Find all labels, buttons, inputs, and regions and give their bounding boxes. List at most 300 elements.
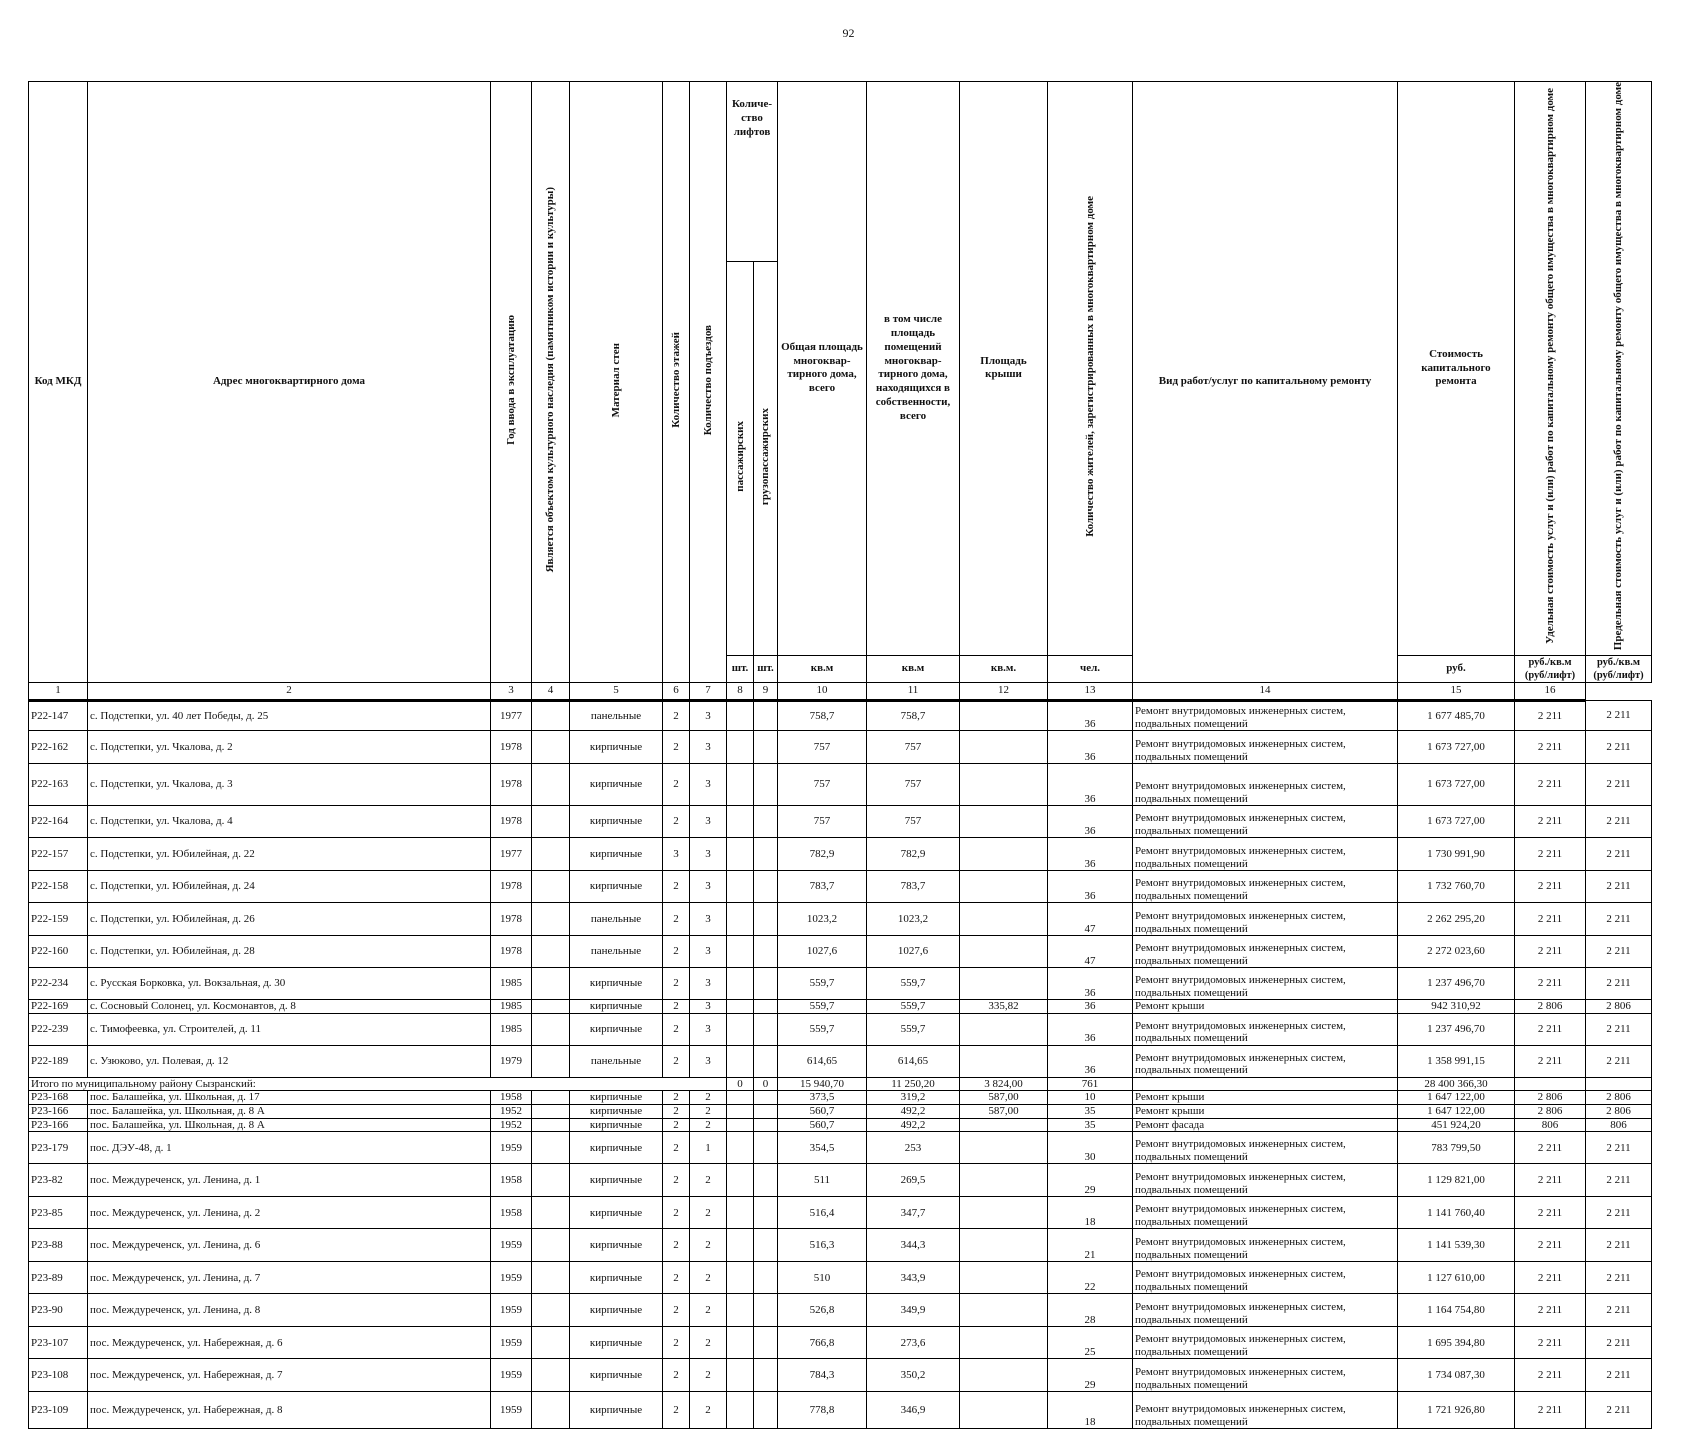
mkd-lifts-passenger bbox=[727, 1392, 754, 1429]
mkd-lifts-cargo bbox=[754, 903, 778, 936]
total-residents: 761 bbox=[1048, 1077, 1133, 1091]
unit-residents: чел. bbox=[1048, 655, 1133, 682]
mkd-residents: 36 bbox=[1048, 764, 1133, 806]
mkd-floors: 2 bbox=[663, 731, 690, 764]
column-number: 1 bbox=[29, 683, 88, 701]
column-number: 10 bbox=[778, 683, 867, 701]
mkd-floors: 2 bbox=[663, 701, 690, 731]
mkd-heritage bbox=[532, 701, 570, 731]
mkd-material: кирпичные bbox=[570, 1262, 663, 1294]
mkd-entrances: 3 bbox=[690, 1045, 727, 1077]
mkd-limit-cost: 2 211 bbox=[1586, 1229, 1652, 1262]
mkd-heritage bbox=[532, 1013, 570, 1045]
mkd-entrances: 3 bbox=[690, 936, 727, 968]
mkd-roof-area bbox=[960, 1392, 1048, 1429]
mkd-limit-cost: 2 211 bbox=[1586, 1164, 1652, 1197]
mkd-material: кирпичные bbox=[570, 1105, 663, 1119]
mkd-year: 1985 bbox=[491, 1000, 532, 1014]
mkd-total-area: 758,7 bbox=[778, 701, 867, 731]
mkd-total-area: 516,4 bbox=[778, 1197, 867, 1229]
mkd-residents: 29 bbox=[1048, 1359, 1133, 1392]
mkd-work-type: Ремонт внутридомовых инженерных систем, подвальных помещений bbox=[1133, 1013, 1398, 1045]
mkd-cost: 1 141 760,40 bbox=[1398, 1197, 1515, 1229]
mkd-lifts-cargo bbox=[754, 764, 778, 806]
mkd-unit-cost: 2 211 bbox=[1515, 1229, 1586, 1262]
mkd-code: Р23-166 bbox=[29, 1105, 88, 1119]
mkd-total-area: 757 bbox=[778, 764, 867, 806]
mkd-code: Р22-239 bbox=[29, 1013, 88, 1045]
mkd-limit-cost: 2 211 bbox=[1586, 806, 1652, 838]
mkd-unit-cost: 2 211 bbox=[1515, 1262, 1586, 1294]
mkd-cost: 1 730 991,90 bbox=[1398, 838, 1515, 871]
mkd-roof-area bbox=[960, 1229, 1048, 1262]
mkd-code: Р23-82 bbox=[29, 1164, 88, 1197]
mkd-owned-area: 346,9 bbox=[867, 1392, 960, 1429]
mkd-cost: 1 673 727,00 bbox=[1398, 731, 1515, 764]
mkd-total-area: 516,3 bbox=[778, 1229, 867, 1262]
mkd-roof-area: 335,82 bbox=[960, 1000, 1048, 1014]
mkd-total-area: 373,5 bbox=[778, 1091, 867, 1105]
mkd-year: 1978 bbox=[491, 764, 532, 806]
mkd-total-area: 559,7 bbox=[778, 968, 867, 1000]
mkd-address: с. Тимофеевка, ул. Строителей, д. 11 bbox=[88, 1013, 491, 1045]
mkd-lifts-passenger bbox=[727, 1164, 754, 1197]
header-work-type: Вид работ/услуг по капитальному ремонту bbox=[1133, 82, 1398, 683]
header-floors: Количество этажей bbox=[663, 82, 690, 683]
total-cost: 28 400 366,30 bbox=[1398, 1077, 1515, 1091]
mkd-owned-area: 253 bbox=[867, 1132, 960, 1164]
mkd-limit-cost: 2 211 bbox=[1586, 1327, 1652, 1359]
mkd-lifts-passenger bbox=[727, 1132, 754, 1164]
mkd-entrances: 2 bbox=[690, 1118, 727, 1132]
mkd-cost: 2 272 023,60 bbox=[1398, 936, 1515, 968]
mkd-material: кирпичные bbox=[570, 1164, 663, 1197]
mkd-address: с. Подстепки, ул. Юбилейная, д. 24 bbox=[88, 871, 491, 903]
mkd-roof-area bbox=[960, 1132, 1048, 1164]
mkd-floors: 2 bbox=[663, 1327, 690, 1359]
header-year: Год ввода в эксплуатацию bbox=[491, 82, 532, 683]
mkd-limit-cost: 2 211 bbox=[1586, 701, 1652, 731]
mkd-heritage bbox=[532, 1132, 570, 1164]
table-row bbox=[29, 968, 1652, 1000]
mkd-limit-cost: 2 211 bbox=[1586, 936, 1652, 968]
mkd-owned-area: 350,2 bbox=[867, 1359, 960, 1392]
mkd-total-area: 757 bbox=[778, 806, 867, 838]
mkd-entrances: 2 bbox=[690, 1229, 727, 1262]
mkd-year: 1978 bbox=[491, 936, 532, 968]
mkd-code: Р22-169 bbox=[29, 1000, 88, 1014]
mkd-address: с. Подстепки, ул. Юбилейная, д. 22 bbox=[88, 838, 491, 871]
mkd-code: Р23-107 bbox=[29, 1327, 88, 1359]
mkd-work-type: Ремонт внутридомовых инженерных систем, подвальных помещений bbox=[1133, 838, 1398, 871]
mkd-address: с. Подстепки, ул. Чкалова, д. 3 bbox=[88, 764, 491, 806]
mkd-year: 1958 bbox=[491, 1091, 532, 1105]
mkd-floors: 2 bbox=[663, 936, 690, 968]
mkd-code: Р23-179 bbox=[29, 1132, 88, 1164]
mkd-cost: 783 799,50 bbox=[1398, 1132, 1515, 1164]
mkd-cost: 1 673 727,00 bbox=[1398, 806, 1515, 838]
mkd-residents: 36 bbox=[1048, 1000, 1133, 1014]
table-row bbox=[29, 871, 1652, 903]
mkd-material: кирпичные bbox=[570, 1091, 663, 1105]
mkd-work-type: Ремонт внутридомовых инженерных систем, подвальных помещений bbox=[1133, 1294, 1398, 1327]
total-lifts-cargo: 0 bbox=[754, 1077, 778, 1091]
mkd-entrances: 3 bbox=[690, 1000, 727, 1014]
mkd-roof-area bbox=[960, 701, 1048, 731]
mkd-floors: 2 bbox=[663, 871, 690, 903]
mkd-total-area: 354,5 bbox=[778, 1132, 867, 1164]
table-row bbox=[29, 1229, 1652, 1262]
mkd-work-type: Ремонт внутридомовых инженерных систем, подвальных помещений bbox=[1133, 1327, 1398, 1359]
mkd-total-area: 526,8 bbox=[778, 1294, 867, 1327]
mkd-work-type: Ремонт внутридомовых инженерных систем, подвальных помещений bbox=[1133, 806, 1398, 838]
mkd-owned-area: 757 bbox=[867, 764, 960, 806]
mkd-cost: 942 310,92 bbox=[1398, 1000, 1515, 1014]
mkd-floors: 2 bbox=[663, 903, 690, 936]
unit-cargo: шт. bbox=[754, 655, 778, 682]
mkd-residents: 47 bbox=[1048, 903, 1133, 936]
mkd-work-type: Ремонт внутридомовых инженерных систем, подвальных помещений bbox=[1133, 1132, 1398, 1164]
mkd-residents: 36 bbox=[1048, 701, 1133, 731]
mkd-total-area: 778,8 bbox=[778, 1392, 867, 1429]
mkd-material: кирпичные bbox=[570, 1000, 663, 1014]
total-unit-cost bbox=[1515, 1077, 1586, 1091]
mkd-unit-cost: 2 211 bbox=[1515, 731, 1586, 764]
unit-unit-cost: руб./кв.м (руб/лифт) bbox=[1515, 655, 1586, 682]
mkd-lifts-cargo bbox=[754, 1118, 778, 1132]
mkd-floors: 2 bbox=[663, 1000, 690, 1014]
mkd-limit-cost: 806 bbox=[1586, 1118, 1652, 1132]
mkd-code: Р22-159 bbox=[29, 903, 88, 936]
mkd-material: панельные bbox=[570, 936, 663, 968]
table-row bbox=[29, 1000, 1652, 1014]
mkd-material: кирпичные bbox=[570, 731, 663, 764]
mkd-residents: 29 bbox=[1048, 1164, 1133, 1197]
header-heritage: Является объектом культурного наследия (памятником истории и культуры) bbox=[532, 82, 570, 683]
total-limit-cost bbox=[1586, 1077, 1652, 1091]
mkd-material: кирпичные bbox=[570, 871, 663, 903]
mkd-address: с. Подстепки, ул. Юбилейная, д. 26 bbox=[88, 903, 491, 936]
column-number: 8 bbox=[727, 683, 754, 701]
total-work-type bbox=[1133, 1077, 1398, 1091]
mkd-year: 1959 bbox=[491, 1132, 532, 1164]
mkd-total-area: 559,7 bbox=[778, 1000, 867, 1014]
unit-roof-area: кв.м. bbox=[960, 655, 1048, 682]
mkd-owned-area: 782,9 bbox=[867, 838, 960, 871]
total-roof-area: 3 824,00 bbox=[960, 1077, 1048, 1091]
mkd-lifts-cargo bbox=[754, 1294, 778, 1327]
mkd-heritage bbox=[532, 838, 570, 871]
mkd-lifts-cargo bbox=[754, 1392, 778, 1429]
mkd-entrances: 2 bbox=[690, 1105, 727, 1119]
mkd-work-type: Ремонт внутридомовых инженерных систем, подвальных помещений bbox=[1133, 701, 1398, 731]
mkd-owned-area: 1027,6 bbox=[867, 936, 960, 968]
mkd-unit-cost: 2 211 bbox=[1515, 871, 1586, 903]
mkd-floors: 2 bbox=[663, 968, 690, 1000]
mkd-heritage bbox=[532, 903, 570, 936]
header-total-area: Общая площадь многоквар-тирного дома, всего bbox=[778, 82, 867, 656]
mkd-limit-cost: 2 211 bbox=[1586, 1359, 1652, 1392]
mkd-unit-cost: 2 211 bbox=[1515, 1359, 1586, 1392]
column-number: 3 bbox=[491, 683, 532, 701]
mkd-heritage bbox=[532, 1164, 570, 1197]
mkd-owned-area: 757 bbox=[867, 731, 960, 764]
mkd-roof-area bbox=[960, 1262, 1048, 1294]
column-number: 16 bbox=[1515, 683, 1586, 701]
mkd-limit-cost: 2 211 bbox=[1586, 1132, 1652, 1164]
mkd-floors: 2 bbox=[663, 1294, 690, 1327]
mkd-floors: 2 bbox=[663, 1045, 690, 1077]
unit-pass: шт. bbox=[727, 655, 754, 682]
mkd-residents: 25 bbox=[1048, 1327, 1133, 1359]
mkd-floors: 2 bbox=[663, 1013, 690, 1045]
mkd-heritage bbox=[532, 1294, 570, 1327]
mkd-residents: 36 bbox=[1048, 731, 1133, 764]
mkd-entrances: 3 bbox=[690, 731, 727, 764]
mkd-total-area: 559,7 bbox=[778, 1013, 867, 1045]
mkd-total-area: 783,7 bbox=[778, 871, 867, 903]
mkd-address: пос. Междуреченск, ул. Ленина, д. 7 bbox=[88, 1262, 491, 1294]
mkd-lifts-passenger bbox=[727, 1118, 754, 1132]
column-number: 5 bbox=[570, 683, 663, 701]
table-row bbox=[29, 1294, 1652, 1327]
mkd-roof-area bbox=[960, 936, 1048, 968]
mkd-unit-cost: 806 bbox=[1515, 1118, 1586, 1132]
column-number: 12 bbox=[960, 683, 1048, 701]
mkd-residents: 18 bbox=[1048, 1197, 1133, 1229]
mkd-heritage bbox=[532, 968, 570, 1000]
mkd-heritage bbox=[532, 936, 570, 968]
mkd-roof-area bbox=[960, 1164, 1048, 1197]
mkd-total-area: 510 bbox=[778, 1262, 867, 1294]
mkd-heritage bbox=[532, 1327, 570, 1359]
unit-cost: руб. bbox=[1398, 655, 1515, 682]
mkd-material: панельные bbox=[570, 903, 663, 936]
header-limit-cost: Предельная стоимость услуг и (или) работ по капитальному ремонту общего имущества в многоквартирном доме bbox=[1586, 82, 1652, 656]
capital-repair-table bbox=[28, 81, 1652, 1429]
mkd-year: 1959 bbox=[491, 1229, 532, 1262]
mkd-limit-cost: 2 806 bbox=[1586, 1000, 1652, 1014]
mkd-limit-cost: 2 806 bbox=[1586, 1091, 1652, 1105]
header-owned-area: в том числе площадь помещений многоквар-тирного дома, находящихся в собственности, всего bbox=[867, 82, 960, 656]
table-row bbox=[29, 764, 1652, 806]
mkd-code: Р23-108 bbox=[29, 1359, 88, 1392]
mkd-roof-area bbox=[960, 1118, 1048, 1132]
mkd-limit-cost: 2 211 bbox=[1586, 903, 1652, 936]
mkd-lifts-passenger bbox=[727, 806, 754, 838]
mkd-material: кирпичные bbox=[570, 1132, 663, 1164]
mkd-entrances: 2 bbox=[690, 1359, 727, 1392]
mkd-floors: 2 bbox=[663, 806, 690, 838]
mkd-lifts-cargo bbox=[754, 1091, 778, 1105]
mkd-lifts-passenger bbox=[727, 1229, 754, 1262]
mkd-floors: 2 bbox=[663, 1164, 690, 1197]
mkd-residents: 35 bbox=[1048, 1118, 1133, 1132]
mkd-year: 1977 bbox=[491, 838, 532, 871]
mkd-residents: 28 bbox=[1048, 1294, 1133, 1327]
column-number: 14 bbox=[1133, 683, 1398, 701]
mkd-unit-cost: 2 211 bbox=[1515, 1164, 1586, 1197]
mkd-address: с. Подстепки, ул. Юбилейная, д. 28 bbox=[88, 936, 491, 968]
mkd-lifts-cargo bbox=[754, 1000, 778, 1014]
mkd-total-area: 784,3 bbox=[778, 1359, 867, 1392]
mkd-unit-cost: 2 211 bbox=[1515, 1294, 1586, 1327]
column-number: 15 bbox=[1398, 683, 1515, 701]
mkd-year: 1978 bbox=[491, 903, 532, 936]
table-row bbox=[29, 1392, 1652, 1429]
mkd-cost: 1 673 727,00 bbox=[1398, 764, 1515, 806]
table-row bbox=[29, 1091, 1652, 1105]
mkd-limit-cost: 2 211 bbox=[1586, 1013, 1652, 1045]
mkd-lifts-passenger bbox=[727, 903, 754, 936]
mkd-code: Р23-85 bbox=[29, 1197, 88, 1229]
mkd-owned-area: 492,2 bbox=[867, 1105, 960, 1119]
mkd-owned-area: 614,65 bbox=[867, 1045, 960, 1077]
mkd-unit-cost: 2 211 bbox=[1515, 701, 1586, 731]
mkd-owned-area: 559,7 bbox=[867, 1000, 960, 1014]
mkd-limit-cost: 2 211 bbox=[1586, 731, 1652, 764]
mkd-code: Р22-234 bbox=[29, 968, 88, 1000]
header-unit-cost: Удельная стоимость услуг и (или) работ по капитальному ремонту общего имущества в многоквартирном доме bbox=[1515, 82, 1586, 656]
mkd-residents: 36 bbox=[1048, 871, 1133, 903]
column-number: 13 bbox=[1048, 683, 1133, 701]
mkd-lifts-passenger bbox=[727, 1294, 754, 1327]
mkd-total-area: 782,9 bbox=[778, 838, 867, 871]
mkd-heritage bbox=[532, 1229, 570, 1262]
mkd-cost: 1 127 610,00 bbox=[1398, 1262, 1515, 1294]
table-row bbox=[29, 731, 1652, 764]
mkd-total-area: 560,7 bbox=[778, 1105, 867, 1119]
mkd-heritage bbox=[532, 1105, 570, 1119]
mkd-cost: 1 237 496,70 bbox=[1398, 1013, 1515, 1045]
total-label: Итого по муниципальному району Сызранский: bbox=[29, 1077, 727, 1091]
mkd-limit-cost: 2 211 bbox=[1586, 1392, 1652, 1429]
mkd-limit-cost: 2 211 bbox=[1586, 838, 1652, 871]
mkd-cost: 1 141 539,30 bbox=[1398, 1229, 1515, 1262]
mkd-lifts-passenger bbox=[727, 838, 754, 871]
mkd-lifts-cargo bbox=[754, 731, 778, 764]
mkd-lifts-passenger bbox=[727, 1045, 754, 1077]
mkd-entrances: 3 bbox=[690, 871, 727, 903]
mkd-total-area: 560,7 bbox=[778, 1118, 867, 1132]
mkd-heritage bbox=[532, 1392, 570, 1429]
mkd-entrances: 2 bbox=[690, 1327, 727, 1359]
mkd-material: кирпичные bbox=[570, 1118, 663, 1132]
mkd-limit-cost: 2 211 bbox=[1586, 1262, 1652, 1294]
mkd-address: пос. Междуреченск, ул. Набережная, д. 6 bbox=[88, 1327, 491, 1359]
mkd-roof-area bbox=[960, 1197, 1048, 1229]
total-lifts-passenger: 0 bbox=[727, 1077, 754, 1091]
mkd-lifts-cargo bbox=[754, 1262, 778, 1294]
mkd-code: Р23-89 bbox=[29, 1262, 88, 1294]
table-row bbox=[29, 1327, 1652, 1359]
mkd-roof-area bbox=[960, 1013, 1048, 1045]
mkd-heritage bbox=[532, 1359, 570, 1392]
mkd-residents: 36 bbox=[1048, 1013, 1133, 1045]
mkd-code: Р22-189 bbox=[29, 1045, 88, 1077]
mkd-entrances: 3 bbox=[690, 764, 727, 806]
unit-owned-area: кв.м bbox=[867, 655, 960, 682]
total-owned-area: 11 250,20 bbox=[867, 1077, 960, 1091]
mkd-residents: 47 bbox=[1048, 936, 1133, 968]
mkd-owned-area: 783,7 bbox=[867, 871, 960, 903]
mkd-material: кирпичные bbox=[570, 1359, 663, 1392]
mkd-residents: 30 bbox=[1048, 1132, 1133, 1164]
mkd-residents: 36 bbox=[1048, 1045, 1133, 1077]
table-row bbox=[29, 936, 1652, 968]
mkd-address: с. Подстепки, ул. 40 лет Победы, д. 25 bbox=[88, 701, 491, 731]
mkd-year: 1958 bbox=[491, 1197, 532, 1229]
mkd-heritage bbox=[532, 871, 570, 903]
mkd-total-area: 1027,6 bbox=[778, 936, 867, 968]
mkd-address: пос. Междуреченск, ул. Набережная, д. 7 bbox=[88, 1359, 491, 1392]
mkd-lifts-cargo bbox=[754, 1105, 778, 1119]
mkd-limit-cost: 2 211 bbox=[1586, 1197, 1652, 1229]
mkd-material: кирпичные bbox=[570, 1327, 663, 1359]
mkd-entrances: 3 bbox=[690, 968, 727, 1000]
mkd-roof-area bbox=[960, 1327, 1048, 1359]
mkd-lifts-passenger bbox=[727, 968, 754, 1000]
mkd-floors: 2 bbox=[663, 1132, 690, 1164]
mkd-unit-cost: 2 211 bbox=[1515, 968, 1586, 1000]
mkd-roof-area bbox=[960, 838, 1048, 871]
mkd-floors: 2 bbox=[663, 1197, 690, 1229]
mkd-roof-area bbox=[960, 903, 1048, 936]
mkd-year: 1978 bbox=[491, 806, 532, 838]
mkd-code: Р22-147 bbox=[29, 701, 88, 731]
table-row bbox=[29, 806, 1652, 838]
mkd-residents: 18 bbox=[1048, 1392, 1133, 1429]
mkd-roof-area bbox=[960, 764, 1048, 806]
table-row bbox=[29, 1045, 1652, 1077]
mkd-owned-area: 347,7 bbox=[867, 1197, 960, 1229]
mkd-unit-cost: 2 211 bbox=[1515, 1013, 1586, 1045]
mkd-owned-area: 559,7 bbox=[867, 1013, 960, 1045]
mkd-heritage bbox=[532, 806, 570, 838]
mkd-residents: 36 bbox=[1048, 806, 1133, 838]
mkd-unit-cost: 2 806 bbox=[1515, 1105, 1586, 1119]
header-material: Материал стен bbox=[570, 82, 663, 683]
mkd-code: Р23-109 bbox=[29, 1392, 88, 1429]
mkd-year: 1959 bbox=[491, 1294, 532, 1327]
mkd-address: пос. Балашейка, ул. Школьная, д. 8 А bbox=[88, 1118, 491, 1132]
mkd-code: Р22-162 bbox=[29, 731, 88, 764]
table-row bbox=[29, 1118, 1652, 1132]
mkd-lifts-cargo bbox=[754, 1197, 778, 1229]
mkd-material: панельные bbox=[570, 1045, 663, 1077]
mkd-address: пос. Междуреченск, ул. Ленина, д. 1 bbox=[88, 1164, 491, 1197]
mkd-lifts-cargo bbox=[754, 701, 778, 731]
mkd-work-type: Ремонт внутридомовых инженерных систем, подвальных помещений bbox=[1133, 968, 1398, 1000]
mkd-owned-area: 344,3 bbox=[867, 1229, 960, 1262]
mkd-material: кирпичные bbox=[570, 968, 663, 1000]
mkd-work-type: Ремонт внутридомовых инженерных систем, подвальных помещений bbox=[1133, 1164, 1398, 1197]
mkd-heritage bbox=[532, 1197, 570, 1229]
mkd-year: 1959 bbox=[491, 1359, 532, 1392]
mkd-work-type: Ремонт внутридомовых инженерных систем, подвальных помещений bbox=[1133, 764, 1398, 806]
mkd-entrances: 3 bbox=[690, 701, 727, 731]
header-lifts: Количе-ство лифтов bbox=[727, 82, 778, 262]
mkd-year: 1959 bbox=[491, 1392, 532, 1429]
table-body bbox=[29, 701, 1652, 1429]
header-roof-area: Площадь крыши bbox=[960, 82, 1048, 656]
mkd-address: пос. Балашейка, ул. Школьная, д. 8 А bbox=[88, 1105, 491, 1119]
mkd-lifts-cargo bbox=[754, 1229, 778, 1262]
mkd-address: пос. Междуреченск, ул. Ленина, д. 6 bbox=[88, 1229, 491, 1262]
mkd-unit-cost: 2 211 bbox=[1515, 903, 1586, 936]
mkd-owned-area: 758,7 bbox=[867, 701, 960, 731]
mkd-work-type: Ремонт крыши bbox=[1133, 1000, 1398, 1014]
